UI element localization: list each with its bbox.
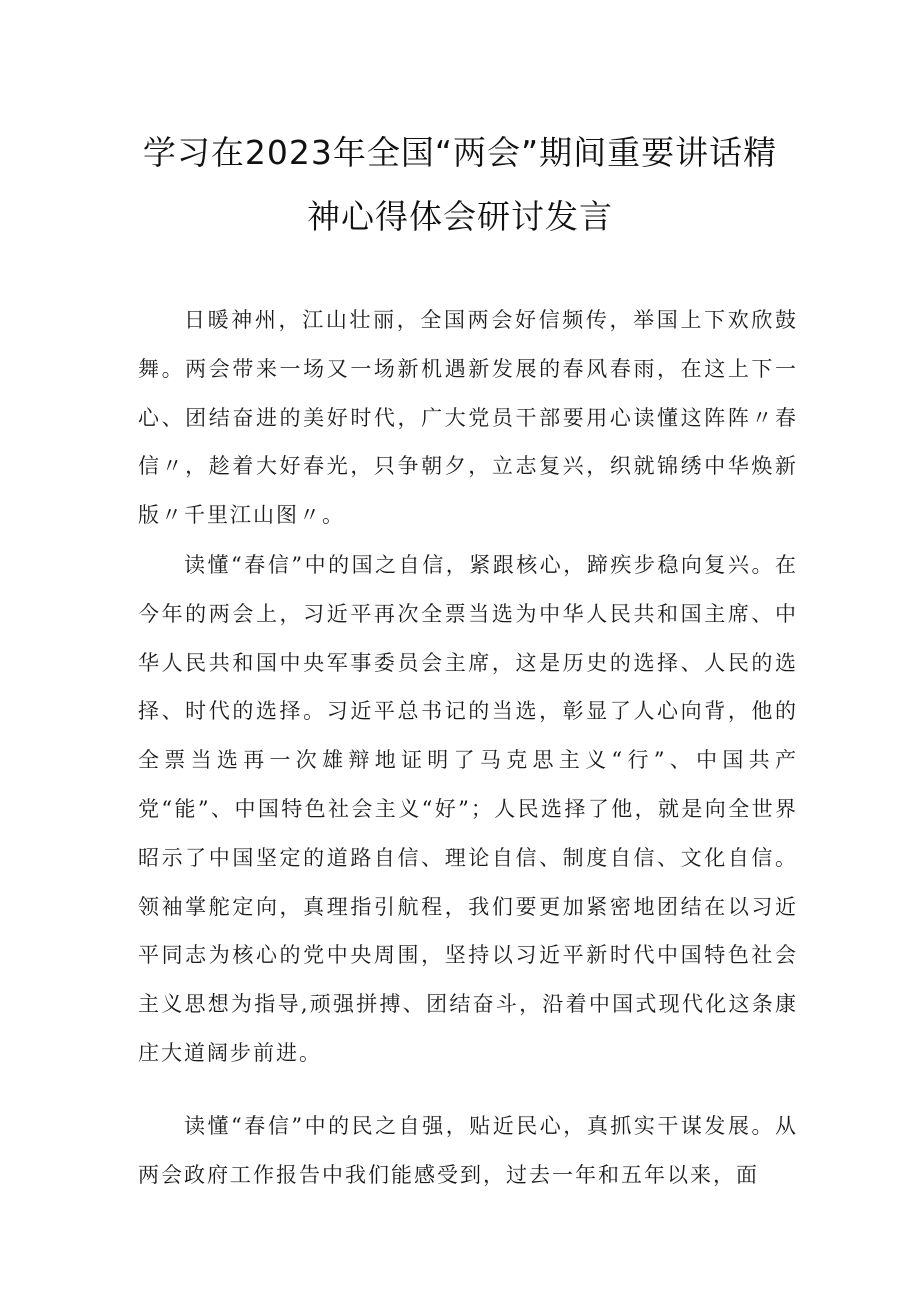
paragraph-national-confidence: 读懂“春信”中的国之自信，紧跟核心，蹄疾步稳向复兴。在今年的两会上，习近平再次全票当选为中华人民共和国主席、中华人民共和国中央军事委员会主席，这是历史的选择、人民的选择、时代的选择。习近平总书记的当选，彰显了人心向背，他的全票当选再一次雄辩地证明了马克思主义“行”、中国共产党“能”、中国特色社会主义“好”；人民选择了他，就是向全世界昭示了中国坚定的道路自信、理论自信、制度自信、文化自信。领袖掌舵定向，真理指引航程，我们要更加紧密地团结在以习近平同志为核心的党中央周围，坚持以习近平新时代中国特色社会主义思想为指导,顽强拼搏、团结奋斗，沿着中国式现代化这条康庄大道阔步前进。 xyxy=(138,553,798,1065)
paragraph-intro: 日暖神州，江山壮丽，全国两会好信频传，举国上下欢欣鼓舞。两会带来一场又一场新机遇新发展的春风春雨，在这上下一心、团结奋进的美好时代，广大党员干部要用心读懂这阵阵〃春信〃，趁着大好春光，只争朝夕，立志复兴，织就锦绣中华焕新版〃千里江山图〃。 xyxy=(138,308,798,528)
document-title-line-2: 神心得体会研讨发言 xyxy=(307,197,613,236)
paragraph-people-self-reliance: 读懂“春信”中的民之自强，贴近民心，真抓实干谋发展。从两会政府工作报告中我们能感受到，过去一年和五年以来，面 xyxy=(138,1114,798,1187)
document-title-line-1: 学习在2023年全国“两会”期间重要讲话精 xyxy=(142,133,778,172)
